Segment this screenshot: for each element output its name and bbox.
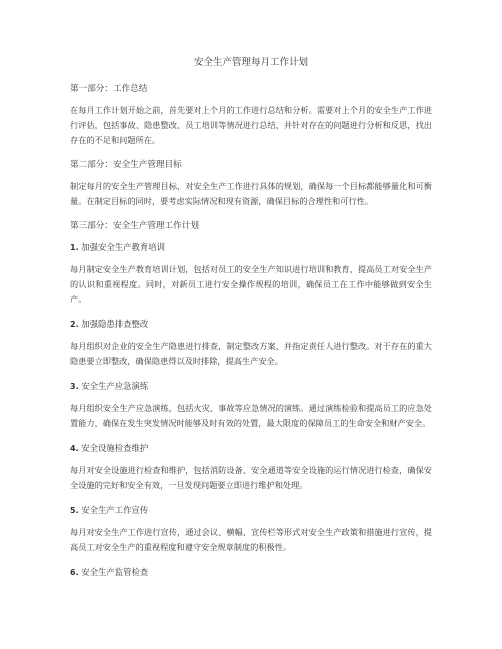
item-1-title: 加强安全生产教育培训: [81, 242, 166, 252]
item-6-heading: [70, 565, 432, 580]
item-1-paragraph: 每月制定安全生产教育培训计划，包括对员工的安全生产知识进行培训和教育，提高员工对安全生产的认识和重视程度。同时，对新员工进行安全操作规程的培训，确保员工在工作中能够做到安全生产。: [70, 264, 432, 304]
item-3-number: 3.: [70, 382, 79, 391]
item-4-title: 安全设施检查维护: [81, 443, 149, 453]
item-3-title: 安全生产应急演练: [81, 381, 149, 391]
part1-heading: 第一部分：工作总结: [70, 84, 148, 94]
item-6-number: 6.: [70, 568, 79, 577]
item-2-title: 加强隐患排查整改: [81, 319, 149, 329]
item-2-paragraph: 每月组织对企业的安全生产隐患进行排查，制定整改方案，并指定责任人进行整改。对于存在的重大隐患要立即整改，确保隐患得以及时排除，提高生产安全。: [70, 341, 432, 366]
item-5-title: 安全生产工作宣传: [81, 505, 149, 515]
item-3-heading: [70, 379, 432, 394]
item-1-number: 1.: [70, 243, 79, 252]
item-6-title: 安全生产监管检查: [81, 567, 149, 577]
item-4-paragraph: 每月对安全设施进行检查和维护，包括消防设备、安全通道等安全设施的运行情况进行检查，确保安全设施的完好和安全有效，一旦发现问题要立即进行维护和处理。: [70, 465, 432, 490]
part1-paragraph: 在每月工作计划开始之前，首先要对上个月的工作进行总结和分析。需要对上个月的安全生产工作进行评估，包括事故、隐患整改、员工培训等情况进行总结，并针对存在的问题进行分析和反思，找出存在的不足和问题所在。: [70, 105, 432, 145]
document-title: 安全生产管理每月工作计划: [193, 57, 308, 68]
item-5-heading: [70, 503, 432, 518]
item-2-number: 2.: [70, 320, 79, 329]
item-4-heading: [70, 441, 432, 456]
part2-heading: 第二部分：安全生产管理目标: [70, 160, 182, 170]
item-5-number: 5.: [70, 506, 79, 515]
item-4-number: 4.: [70, 444, 79, 453]
part2-paragraph: 制定每月的安全生产管理目标，对安全生产工作进行具体的规划，确保每一个目标都能够量化和可衡量。在制定目标的同时，要考虑实际情况和现有资源，确保目标的合理性和可行性。: [70, 181, 432, 206]
part3-heading: 第三部分：安全生产管理工作计划: [70, 221, 199, 231]
item-3-paragraph: 每月组织安全生产应急演练，包括火灾、事故等应急情况的演练。通过演练检验和提高员工的应急处置能力，确保在发生突发情况时能够及时有效的处置，最大限度的保障员工的生命安全和财产安全。: [70, 403, 432, 428]
item-2-heading: [70, 317, 432, 332]
item-5-paragraph: 每月对安全生产工作进行宣传，通过会议、横幅、宣传栏等形式对安全生产政策和措施进行宣传，提高员工对安全生产的重视程度和遵守安全规章制度的积极性。: [70, 527, 432, 552]
item-1-heading: [70, 240, 432, 255]
